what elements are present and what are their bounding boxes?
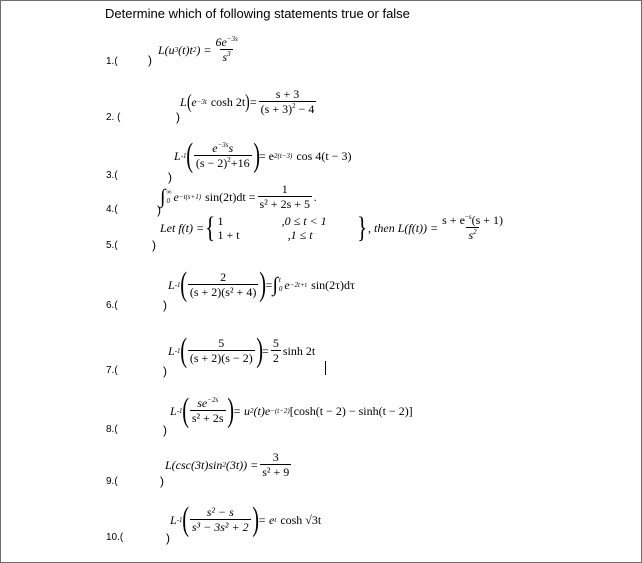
question-6-formula: L -1 ( $\frac{2}{\text{(s + 2)(s² + 4)}}$ ) = ∫ t 0 e −2t+τ sin(2τ)dτ [168, 266, 355, 303]
question-6-number: 6.( [106, 300, 118, 311]
question-3-number: 3.( [106, 170, 118, 181]
question-10-answer-blank[interactable]: ) [166, 531, 170, 545]
question-6-answer-blank[interactable]: ) [163, 298, 167, 312]
question-9-answer-blank[interactable]: ) [160, 474, 164, 488]
question-4-formula: ∫ ∞ 0 e −t(s+1) sin(2t)dt = $\frac{1}{\text{s² + 2s + 5}}$ . [160, 182, 318, 211]
instruction-title: Determine which of following statements true or false [105, 6, 410, 21]
text-cursor [325, 361, 326, 375]
question-8-answer-blank[interactable]: ) [163, 423, 167, 437]
question-4-number: 4.( [106, 204, 118, 215]
question-3-formula: L -1 ( $\frac{e^{-3s}s}{(s - 2)^2+16}$ ) = e 2(t−3) cos 4(t − 3) [174, 137, 352, 174]
question-5-number: 5.( [106, 240, 118, 251]
question-1-number: 1.( [106, 56, 118, 67]
question-8-formula: L -1 ( $\frac{se^{-2s}}{\text{s² + 2s}}$ ) = u 2 (t)e −(t−2) [cosh(t − 2) − sinh(t − 2)] [170, 392, 413, 429]
question-9-number: 9.( [106, 476, 118, 487]
question-5-formula: Let f(t) = { 1 1 + t ,0 ≤ t < 1 ,1 ≤ t } , then L(f(t)) = $\frac{s + e^{-s}(s + 1)}{s^2}$ [160, 211, 504, 244]
question-1-answer-blank[interactable]: ) [148, 53, 152, 67]
question-4-answer-blank[interactable]: ) [157, 203, 161, 217]
question-10-formula: L -1 ( $\frac{\text{s² − s}}{\text{s³ − 3s² + 2}}$ ) = e t cosh √3t [170, 501, 322, 538]
question-5-answer-blank[interactable]: ) [152, 238, 156, 252]
question-3-answer-blank[interactable]: ) [168, 170, 172, 184]
question-2-number: 2. ( [106, 112, 121, 123]
question-7-formula: L -1 ( $\frac{5}{(s + 2)(s - 2)}$ ) = $\frac{5}{2}$ sinh 2t [168, 332, 316, 369]
question-2-answer-blank[interactable]: ) [176, 110, 180, 124]
question-8-number: 8.( [106, 424, 118, 435]
question-7-number: 7.( [106, 365, 118, 376]
question-1-formula: L(u 3 (t)t 2 ) = $\frac{6e^{-3s}}{s^3}$ [158, 35, 238, 64]
question-2-formula: L ( e −3t cosh 2t ) = $\frac{s + 3}{(s + 3)^2 - 4}$ [180, 87, 315, 116]
question-7-answer-blank[interactable]: ) [163, 364, 167, 378]
question-10-number: 10.( [106, 532, 124, 543]
question-9-formula: L(csc(3t)sin 2 (3t)) = $\frac{3}{\text{s² + 9}}$ [165, 450, 290, 479]
